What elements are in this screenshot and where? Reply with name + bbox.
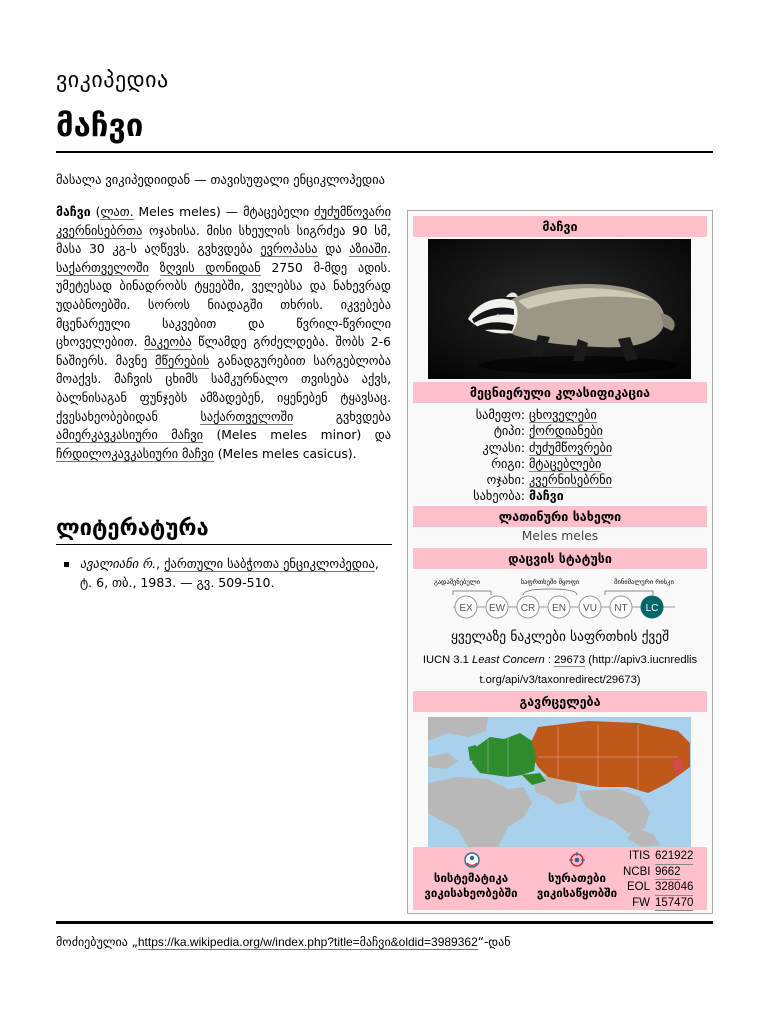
footer-divider <box>56 921 713 924</box>
wikispecies-link[interactable]: სისტემატიკა ვიკისახეობებში <box>424 871 518 900</box>
iucn-link[interactable]: 29673 <box>554 654 586 666</box>
identifiers-table <box>623 849 693 911</box>
literature-list <box>64 555 394 592</box>
taxonomy-row: კლასი: ძუძუმწოვრები <box>482 440 613 455</box>
identifier-link[interactable]: 157470 <box>655 896 693 912</box>
literature-heading: ლიტერატურა <box>56 516 209 541</box>
commons-icon <box>569 852 585 868</box>
taxonomy-row: რიგი: მტაცებლები <box>491 456 602 471</box>
status-group-label: საფრთხეში მყოფი <box>520 578 580 586</box>
taxonomy-row: ტიპი: ქორდიანები <box>493 424 603 439</box>
identifier-link[interactable]: 9662 <box>655 865 681 881</box>
site-name[interactable]: ვიკიპედია <box>56 68 169 93</box>
link-europe[interactable]: ევროპასა <box>260 242 318 257</box>
taxonomy-row: ოჯახი: კვერნისებრნი <box>486 473 613 488</box>
link-georgia[interactable]: საქართველოში <box>56 260 149 275</box>
taxonomy-row: სამეფო: ცხოველები <box>475 408 597 422</box>
author: ავალიანი რ. <box>80 556 157 571</box>
identifier-row: FW 157470 <box>623 896 693 912</box>
source-url[interactable]: https://ka.wikipedia.org/w/index.php?title=მაჩვი&oldid=3989362 <box>137 935 478 949</box>
link-insects[interactable]: მწერების <box>155 353 210 368</box>
link-mustelidae[interactable]: კვერნისებრთა <box>56 223 143 238</box>
link-latin[interactable]: ლათ. <box>100 205 134 219</box>
taxon-link[interactable]: კვერნისებრნი <box>529 473 613 488</box>
status-group-label: მინიმალური რისკი <box>614 578 674 586</box>
range-map <box>428 717 691 847</box>
bracket-threatened <box>523 589 577 595</box>
latin-name: Meles meles <box>521 529 599 543</box>
infobox <box>407 210 713 914</box>
conservation-status-header[interactable]: დაცვის სტატუსი <box>413 548 707 569</box>
status-code-label: NT <box>614 603 628 614</box>
latin-name-header: ლათინური სახელი <box>413 506 707 527</box>
taxon-link[interactable]: ქორდიანები <box>529 424 603 439</box>
link-asia[interactable]: აზიაში <box>349 242 388 257</box>
bracket-extinct <box>453 591 491 595</box>
identifier-row: NCBI 9662 <box>623 865 693 881</box>
link-mammal[interactable]: ძუძუმწოვარი <box>314 205 391 219</box>
link-gestation[interactable]: მაკეობა <box>144 335 192 350</box>
commons-link[interactable]: სურათები ვიკისაწყობში <box>536 871 618 900</box>
lead-paragraph: მაჩვი (ლათ. Meles meles) — მტაცებელი ძუძუმწოვარი კვერნისებრთა ოჯახისა. მისი სხეულის სიგრძეა 90 სმ, მასა 30 კგ-ს აღწევს. გვხვდება ევროპასა და აზიაში. საქართველოში ზღვის დონიდან 2750 მ-მდე ადის. უმეტესად ბინადრობს ტყეებში, ველებსა და ნახევრად უდაბნოებში. სოროს ნიადაგში თხრის. იკვებება მცენარეული საკვებით და წვრილ-წვრილი ცხოველებით. მაკეობა წლამდე გრძელდება. შობს 2-6 ნაშიერს. მავნე მწერების განადგურებით სარგებლობა მოაქვს. მაჩვის ცხიმს სამკურნალო თვისება აქვს, ბალნისაგან ფუნჯებს ამზადებენ, იყენებენ ტყავსაც. ქვესახეობებიდან საქართველოში გვხვდება ამიერკავკასიური მაჩვი (Meles meles minor) და ჩრდილოკავკასიური მაჩვი (Meles meles casicus). <box>56 205 391 461</box>
lead-subject: მაჩვი <box>56 205 91 219</box>
distribution-map[interactable] <box>428 717 691 847</box>
status-description: ყველაზე ნაკლები საფრთხის ქვეშ <box>450 630 670 645</box>
taxon-link[interactable]: ცხოველები <box>529 408 597 422</box>
taxon-link[interactable]: ძუძუმწოვრები <box>529 440 613 455</box>
wikispecies-icon <box>464 852 480 868</box>
status-group-label: გადაშენებული <box>433 578 481 586</box>
title-divider <box>56 151 713 153</box>
status-code-label: EX <box>459 603 473 614</box>
taxonomy-table <box>413 407 707 505</box>
list-item: ავალიანი რ., ქართული საბჭოთა ენციკლოპედია, ტ. 6, თბ., 1983. — გვ. 509-510. <box>64 555 394 592</box>
badger-illustration <box>428 239 691 379</box>
infobox-title: მაჩვი <box>413 216 707 237</box>
taxonomy-row: სახეობა: მაჩვი <box>473 489 564 504</box>
conservation-status-scale <box>413 573 707 629</box>
status-code-label: VU <box>583 603 597 614</box>
identifier-row: EOL 328046 <box>623 880 693 896</box>
footer-source: მოძიებულია „https://ka.wikipedia.org/w/index.php?title=მაჩვი&oldid=3989362“-დან <box>56 935 511 949</box>
bracket-least-risk <box>605 591 653 595</box>
link-encyclopedia[interactable]: ქართული საბჭოთა ენციკლოპედია <box>164 556 375 571</box>
literature-divider <box>56 544 392 545</box>
status-code-label: EN <box>552 603 566 614</box>
tagline: მასალა ვიკიპედიიდან — თავისუფალი ენციკლოპედია <box>56 172 385 187</box>
link-sea-level[interactable]: ზღვის დონიდან <box>159 260 261 275</box>
status-dots <box>455 596 663 618</box>
classification-header[interactable]: მეცნიერული კლასიფიკაცია <box>413 382 707 403</box>
identifier-link[interactable]: 328046 <box>655 880 693 896</box>
status-code-label: CR <box>520 603 536 614</box>
iucn-reference: IUCN 3.1 Least Concern : 29673 (http://apiv3.iucnredlis t.org/api/v3/taxonredirect/29673) <box>422 654 698 686</box>
link-transcaucasian-badger[interactable]: ამიერკავკასიური მაჩვი <box>56 428 203 443</box>
taxon-current: მაჩვი <box>529 489 564 504</box>
identifier-row: ITIS 621922 <box>623 849 693 865</box>
distribution-header: გავრცელება <box>413 691 707 712</box>
link-georgia-2[interactable]: საქართველოში <box>200 409 294 424</box>
taxon-link[interactable]: მტაცებლები <box>529 456 602 471</box>
identifier-link[interactable]: 621922 <box>655 849 693 865</box>
page-title: მაჩვი <box>56 108 144 144</box>
wikimedia-links <box>413 847 707 910</box>
badger-photo[interactable] <box>428 239 691 379</box>
status-code-label: LC <box>645 603 659 614</box>
link-north-caucasian-badger[interactable]: ჩრდილოკავკასიური მაჩვი <box>56 446 214 461</box>
status-code-label: EW <box>488 603 506 614</box>
